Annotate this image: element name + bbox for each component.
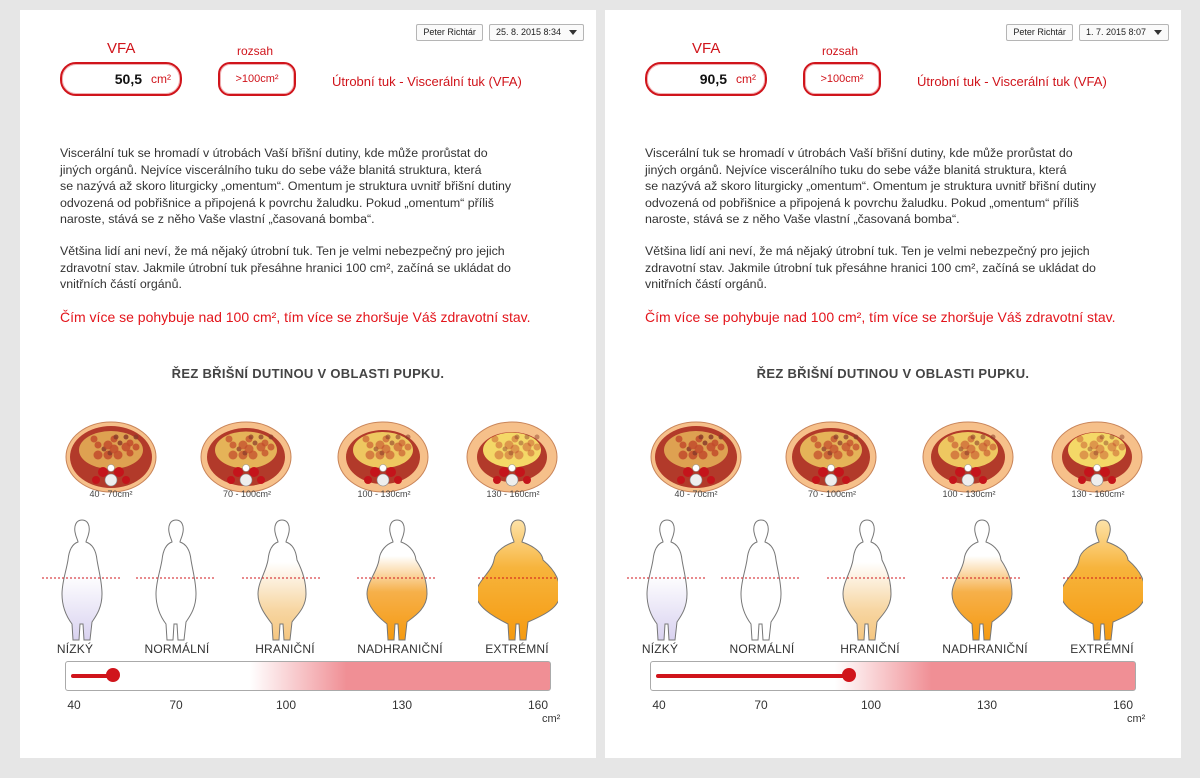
scale-tick-label: 40 — [652, 698, 666, 712]
category-label: NÍZKÝ — [641, 642, 679, 656]
paragraph-line: jiných orgánů. Nejvíce viscerálního tuku do sebe váže blanitá struktura, která — [645, 162, 1067, 177]
panel-title: Útrobní tuk - Viscerální tuk (VFA) — [332, 74, 522, 89]
cross-section-label: 40 - 70cm² — [674, 489, 718, 499]
paragraph-line: se nazývá až skoro liturgicky „omentum“. Omentum je struktura uvnitř břišní dutiny — [60, 179, 512, 193]
date-select-value: 25. 8. 2015 8:34 — [495, 27, 561, 37]
body-silhouette-icon — [478, 516, 558, 644]
category-label: NÍZKÝ — [56, 642, 94, 656]
body-silhouette-icon — [942, 516, 1022, 644]
body-silhouette-icon — [42, 516, 122, 644]
scale-tick-label: 160 — [527, 698, 549, 712]
scale-tick-label: 100 — [275, 698, 297, 712]
abdomen-cross-section-image — [785, 420, 877, 494]
category-label: EXTRÉMNÍ — [485, 642, 549, 656]
vfa-scale-marker — [842, 668, 856, 682]
abdomen-cross-section-image — [1051, 420, 1143, 494]
cross-section-label: 100 - 130cm² — [357, 489, 411, 499]
date-select-value: 1. 7. 2015 8:07 — [1085, 27, 1146, 37]
scale-unit: cm² — [542, 713, 561, 725]
paragraph-line: zdravotní stav. Jakmile útrobní tuk přesáhne hranici 100 cm², začíná se ukládat do — [645, 260, 1096, 275]
scale-unit: cm² — [1127, 713, 1146, 725]
cross-section-label: 70 - 100cm² — [807, 489, 857, 499]
vfa-unit: cm² — [736, 72, 756, 86]
range-label: rozsah — [822, 44, 859, 58]
scale-tick-label: 130 — [391, 698, 413, 712]
paragraph-omentum — [60, 145, 580, 228]
body-silhouette-icon — [1063, 516, 1143, 644]
date-select[interactable] — [1079, 24, 1169, 41]
category-label: NORMÁLNÍ — [144, 642, 210, 656]
date-select[interactable] — [489, 24, 584, 41]
range-value-box: >100cm² — [218, 62, 296, 96]
abdomen-cross-section-image — [466, 420, 558, 494]
body-silhouette-icon — [827, 516, 907, 644]
body-silhouette-icon — [627, 516, 707, 644]
category-label: EXTRÉMNÍ — [1070, 642, 1134, 656]
scale-tick-label: 70 — [169, 698, 183, 712]
warning-text: Čím více se pohybuje nad 100 cm², tím více se zhoršuje Váš zdravotní stav. — [60, 309, 531, 325]
abdomen-cross-section-image — [337, 420, 429, 494]
paragraph-danger — [645, 243, 1165, 293]
paragraph-line: naroste, stává se z něho Vaše vlastní „časovaná bomba“. — [60, 212, 375, 226]
vfa-value: 50,5 — [114, 71, 142, 87]
body-silhouette-icon — [136, 516, 216, 644]
vfa-panel-left — [20, 10, 596, 758]
abdomen-cross-section-image — [200, 420, 292, 494]
cross-section-label: 40 - 70cm² — [89, 489, 133, 499]
paragraph-line: vnitřních částí orgánů. — [60, 277, 182, 291]
paragraph-line: vnitřních částí orgánů. — [645, 277, 767, 291]
chevron-down-icon — [569, 30, 577, 35]
body-silhouette-icon — [721, 516, 801, 644]
user-name[interactable]: Peter Richtár — [1006, 24, 1073, 41]
paragraph-line: se nazývá až skoro liturgicky „omentum“. Omentum je struktura uvnitř břišní dutiny — [645, 179, 1097, 193]
chevron-down-icon — [1154, 30, 1162, 35]
cross-section-label: 100 - 130cm² — [942, 489, 996, 499]
header-controls — [416, 24, 584, 41]
cross-section-label: 70 - 100cm² — [222, 489, 272, 499]
paragraph-line: Většina lidí ani neví, že má nějaký útrobní tuk. Ten je velmi nebezpečný pro jejich — [645, 244, 1090, 258]
scale-tick-label: 100 — [860, 698, 882, 712]
panel-title: Útrobní tuk - Viscerální tuk (VFA) — [917, 74, 1107, 89]
vfa-unit: cm² — [151, 72, 171, 86]
range-label: rozsah — [237, 44, 274, 58]
paragraph-line: Viscerální tuk se hromadí v útrobách Vaší břišní dutiny, kde může prorůstat do — [60, 146, 488, 160]
paragraph-danger — [60, 243, 580, 293]
cross-section-label: 130 - 160cm² — [1071, 489, 1125, 499]
paragraph-line: odvozená od pobřišnice a připojená k povrchu žaludku. Pokud „omentum“ příliš — [645, 195, 1079, 210]
paragraph-line: Viscerální tuk se hromadí v útrobách Vaší břišní dutiny, kde může prorůstat do — [645, 146, 1073, 160]
paragraph-line: odvozená od pobřišnice a připojená k povrchu žaludku. Pokud „omentum“ příliš — [60, 195, 494, 210]
paragraph-omentum — [645, 145, 1165, 228]
abdomen-cross-section-image — [922, 420, 1014, 494]
cross-section-label: 130 - 160cm² — [486, 489, 540, 499]
category-label: NADHRANIČNÍ — [357, 642, 443, 656]
header-controls — [1006, 24, 1169, 41]
scale-tick-label: 70 — [754, 698, 768, 712]
section-title: ŘEZ BŘIŠNÍ DUTINOU V OBLASTI PUPKU. — [171, 366, 445, 381]
vfa-value-box — [645, 62, 767, 96]
vfa-label: VFA — [107, 40, 136, 57]
body-silhouette-icon — [357, 516, 437, 644]
abdomen-cross-section-image — [650, 420, 742, 494]
paragraph-line: zdravotní stav. Jakmile útrobní tuk přesáhne hranici 100 cm², začíná se ukládat do — [60, 260, 511, 275]
warning-text: Čím více se pohybuje nad 100 cm², tím více se zhoršuje Váš zdravotní stav. — [645, 309, 1116, 325]
scale-tick-label: 160 — [1112, 698, 1134, 712]
vfa-scale-bar — [650, 661, 1136, 691]
vfa-value: 90,5 — [699, 71, 727, 87]
paragraph-line: jiných orgánů. Nejvíce viscerálního tuku do sebe váže blanitá struktura, která — [60, 162, 482, 177]
range-value-box: >100cm² — [803, 62, 881, 96]
vfa-scale-marker — [106, 668, 120, 682]
user-name[interactable]: Peter Richtár — [416, 24, 483, 41]
category-label: NADHRANIČNÍ — [942, 642, 1028, 656]
category-label: HRANIČNÍ — [840, 642, 900, 656]
vfa-scale-fill — [656, 674, 852, 678]
vfa-scale-bar — [65, 661, 551, 691]
scale-tick-label: 40 — [67, 698, 81, 712]
abdomen-cross-section-image — [65, 420, 157, 494]
paragraph-line: Většina lidí ani neví, že má nějaký útrobní tuk. Ten je velmi nebezpečný pro jejich — [60, 244, 505, 258]
category-label: NORMÁLNÍ — [729, 642, 795, 656]
section-title: ŘEZ BŘIŠNÍ DUTINOU V OBLASTI PUPKU. — [756, 366, 1030, 381]
category-label: HRANIČNÍ — [255, 642, 315, 656]
body-silhouette-icon — [242, 516, 322, 644]
vfa-panel-right — [605, 10, 1181, 758]
vfa-label: VFA — [692, 40, 721, 57]
scale-tick-label: 130 — [976, 698, 998, 712]
paragraph-line: naroste, stává se z něho Vaše vlastní „časovaná bomba“. — [645, 212, 960, 226]
vfa-value-box — [60, 62, 182, 96]
